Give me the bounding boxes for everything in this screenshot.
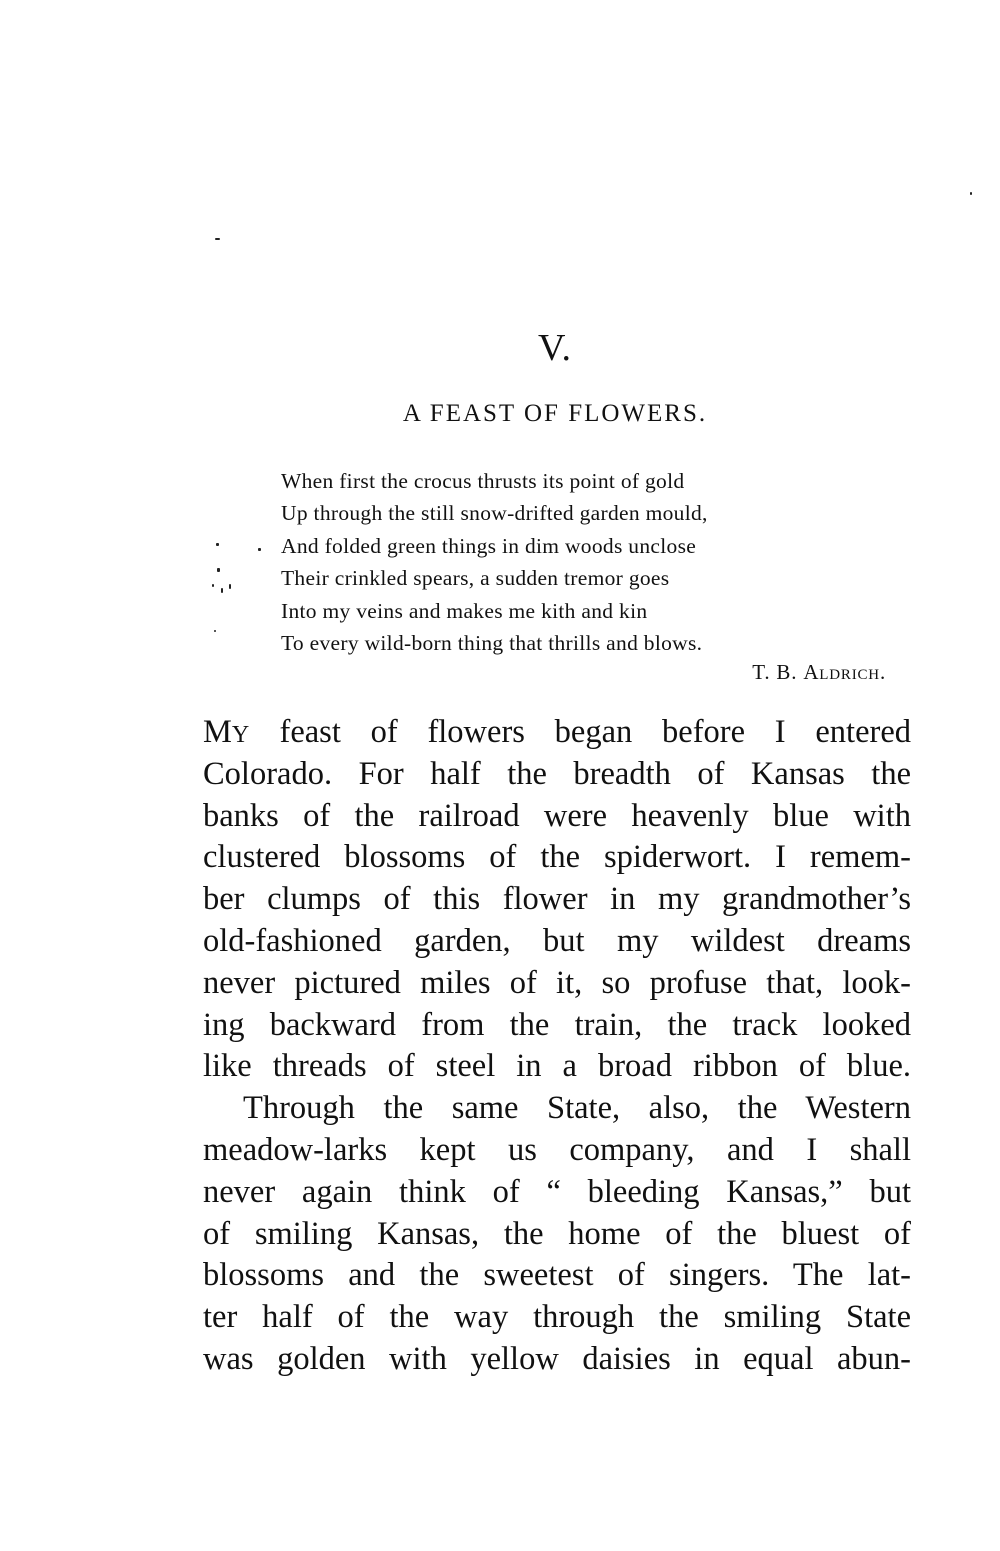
text-line: ing backward from the train, the track looked <box>203 1006 911 1043</box>
epigraph-attribution <box>600 660 886 685</box>
print-speck <box>217 568 220 572</box>
poem-line: When first the crocus thrusts its point of gold <box>281 469 685 493</box>
text-line: Colorado. For half the breadth of Kansas the <box>203 755 911 792</box>
text-line <box>203 712 911 754</box>
chapter-title: A FEAST OF FLOWERS. <box>402 400 708 427</box>
print-speck <box>970 192 972 195</box>
chapter-number: V. <box>537 327 573 369</box>
text-line: meadow-larks kept us company, and I shall <box>203 1131 911 1168</box>
text-line: like threads of steel in a broad ribbon of blue. <box>203 1048 911 1085</box>
text-line: of smiling Kansas, the home of the bluest of <box>203 1215 911 1252</box>
text-line: never pictured miles of it, so profuse that, look- <box>203 964 911 1001</box>
paragraph-2 <box>203 1088 911 1381</box>
lead-capital: M <box>203 714 232 750</box>
print-speck <box>212 584 214 587</box>
text-line: blossoms and the sweetest of singers. The lat- <box>203 1257 911 1294</box>
poem-line: Their crinkled spears, a sudden tremor goes <box>281 566 670 591</box>
poem-line: And folded green things in dim woods unclose <box>281 533 697 558</box>
poem-line: To every wild-born thing that thrills and blows. <box>281 631 703 656</box>
print-speck <box>215 238 220 240</box>
author-initials: T. B. <box>752 660 798 684</box>
poem-line: Up through the still snow-drifted garden mould, <box>281 501 708 526</box>
print-speck <box>258 548 261 551</box>
lead-small-caps: Y <box>231 722 250 748</box>
text-line: ter half of the way through the smiling State <box>203 1299 911 1336</box>
print-speck <box>214 630 216 632</box>
author-surname: Aldrich. <box>803 660 886 684</box>
body-text <box>203 712 911 1381</box>
print-speck <box>229 584 231 589</box>
print-speck <box>221 588 223 593</box>
text-line: ber clumps of this flower in my grandmother’s <box>203 881 911 918</box>
poem-line: Into my veins and makes me kith and kin <box>281 598 648 623</box>
text-line: never again think of “ bleeding Kansas,” but <box>203 1173 911 1210</box>
paragraph-1 <box>203 712 911 1088</box>
text-line: old-fashioned garden, but my wildest dreams <box>203 922 911 959</box>
text-line: clustered blossoms of the spiderwort. I remem- <box>203 839 911 876</box>
text-line: was golden with yellow daisies in equal abun- <box>203 1340 911 1377</box>
text-line: Through the same State, also, the Western <box>243 1090 911 1127</box>
print-speck <box>216 543 219 546</box>
text-line: banks of the railroad were heavenly blue with <box>203 797 911 834</box>
epigraph-poem <box>281 465 901 659</box>
first-line-rest: feast of flowers began before I entered <box>249 714 911 750</box>
